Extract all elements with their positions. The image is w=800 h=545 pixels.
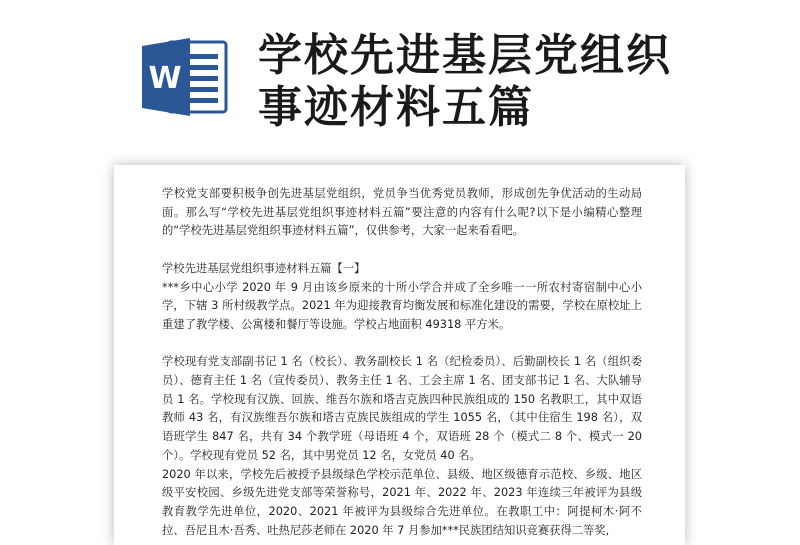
title-line-1: 学校先进基层党组织 xyxy=(258,30,672,81)
document-body xyxy=(162,185,642,540)
document-page xyxy=(114,165,685,545)
header xyxy=(0,0,800,160)
paragraph-gap xyxy=(162,335,642,354)
page-title xyxy=(258,30,788,134)
title-line-2: 事迹材料五篇 xyxy=(258,82,534,133)
body-paragraph: 2020 年以来，学校先后被授予县级绿色学校示范单位、县级、地区级德育示范校、乡级、地区级平安校园、乡级先进党支部等荣誉称号，2021 年、2022 年、2023 年连续三年被评为县级教育教学先进单位，2020、2021 年被评为县级综合先进单位。在教职工中：阿提柯木·阿不拉、吾尼且木·吾秀、吐热尼莎老师在 2020 年 7 月参加***民族团结知识竞赛获得二等奖, xyxy=(162,467,642,537)
section-heading: 学校先进基层党组织事迹材料五篇【一】 xyxy=(162,261,366,275)
word-icon-letter: W xyxy=(148,61,182,96)
body-paragraph: ***乡中心小学 2020 年 9 月由该乡原来的十所小学合并成了全乡唯一一所农村寄宿制中心小学，下辖 3 所村级教学点。2021 年为迎接教育均衡发展和标准化建设的需要，学校在原校址上重建了教学楼、公寓楼和餐厅等设施。学校占地面积 49318 平方米。 xyxy=(162,280,642,331)
intro-paragraph: 学校党支部要积极争创先进基层党组织，党员争当优秀党员教师，形成创先争优活动的生动局面。那么写“学校先进基层党组织事迹材料五篇”要注意的内容有什么呢?以下是小编精心整理的“学校先进基层党组织事迹材料五篇”，仅供参考，大家一起来看看吧。 xyxy=(162,187,642,238)
paragraph-gap xyxy=(162,241,642,260)
word-document-icon xyxy=(142,36,228,118)
body-paragraph: 学校现有党支部副书记 1 名（校长）、教务副校长 1 名（纪检委员）、后勤副校长 1 名（组织委员）、德育主任 1 名（宣传委员）、教务主任 1 名、工会主席 1 名、团支部书记 1 名、大队辅导员 1 名。学校现有汉族、回族、维吾尔族和塔吉克族四种民族组成的 150 名教职工，其中双语教师 43 名，有汉族维吾尔族和塔吉克族民族组成的学生 1055 名，（其中住宿生 198 名），双语班学生 847 名，共有 34 个教学班（母语班 4 个，双语班 28 个（模式二 8 个、模式一 20 个）。学校现有党员 52 名，其中男党员 12 名，女党员 40 名。 xyxy=(162,355,642,462)
